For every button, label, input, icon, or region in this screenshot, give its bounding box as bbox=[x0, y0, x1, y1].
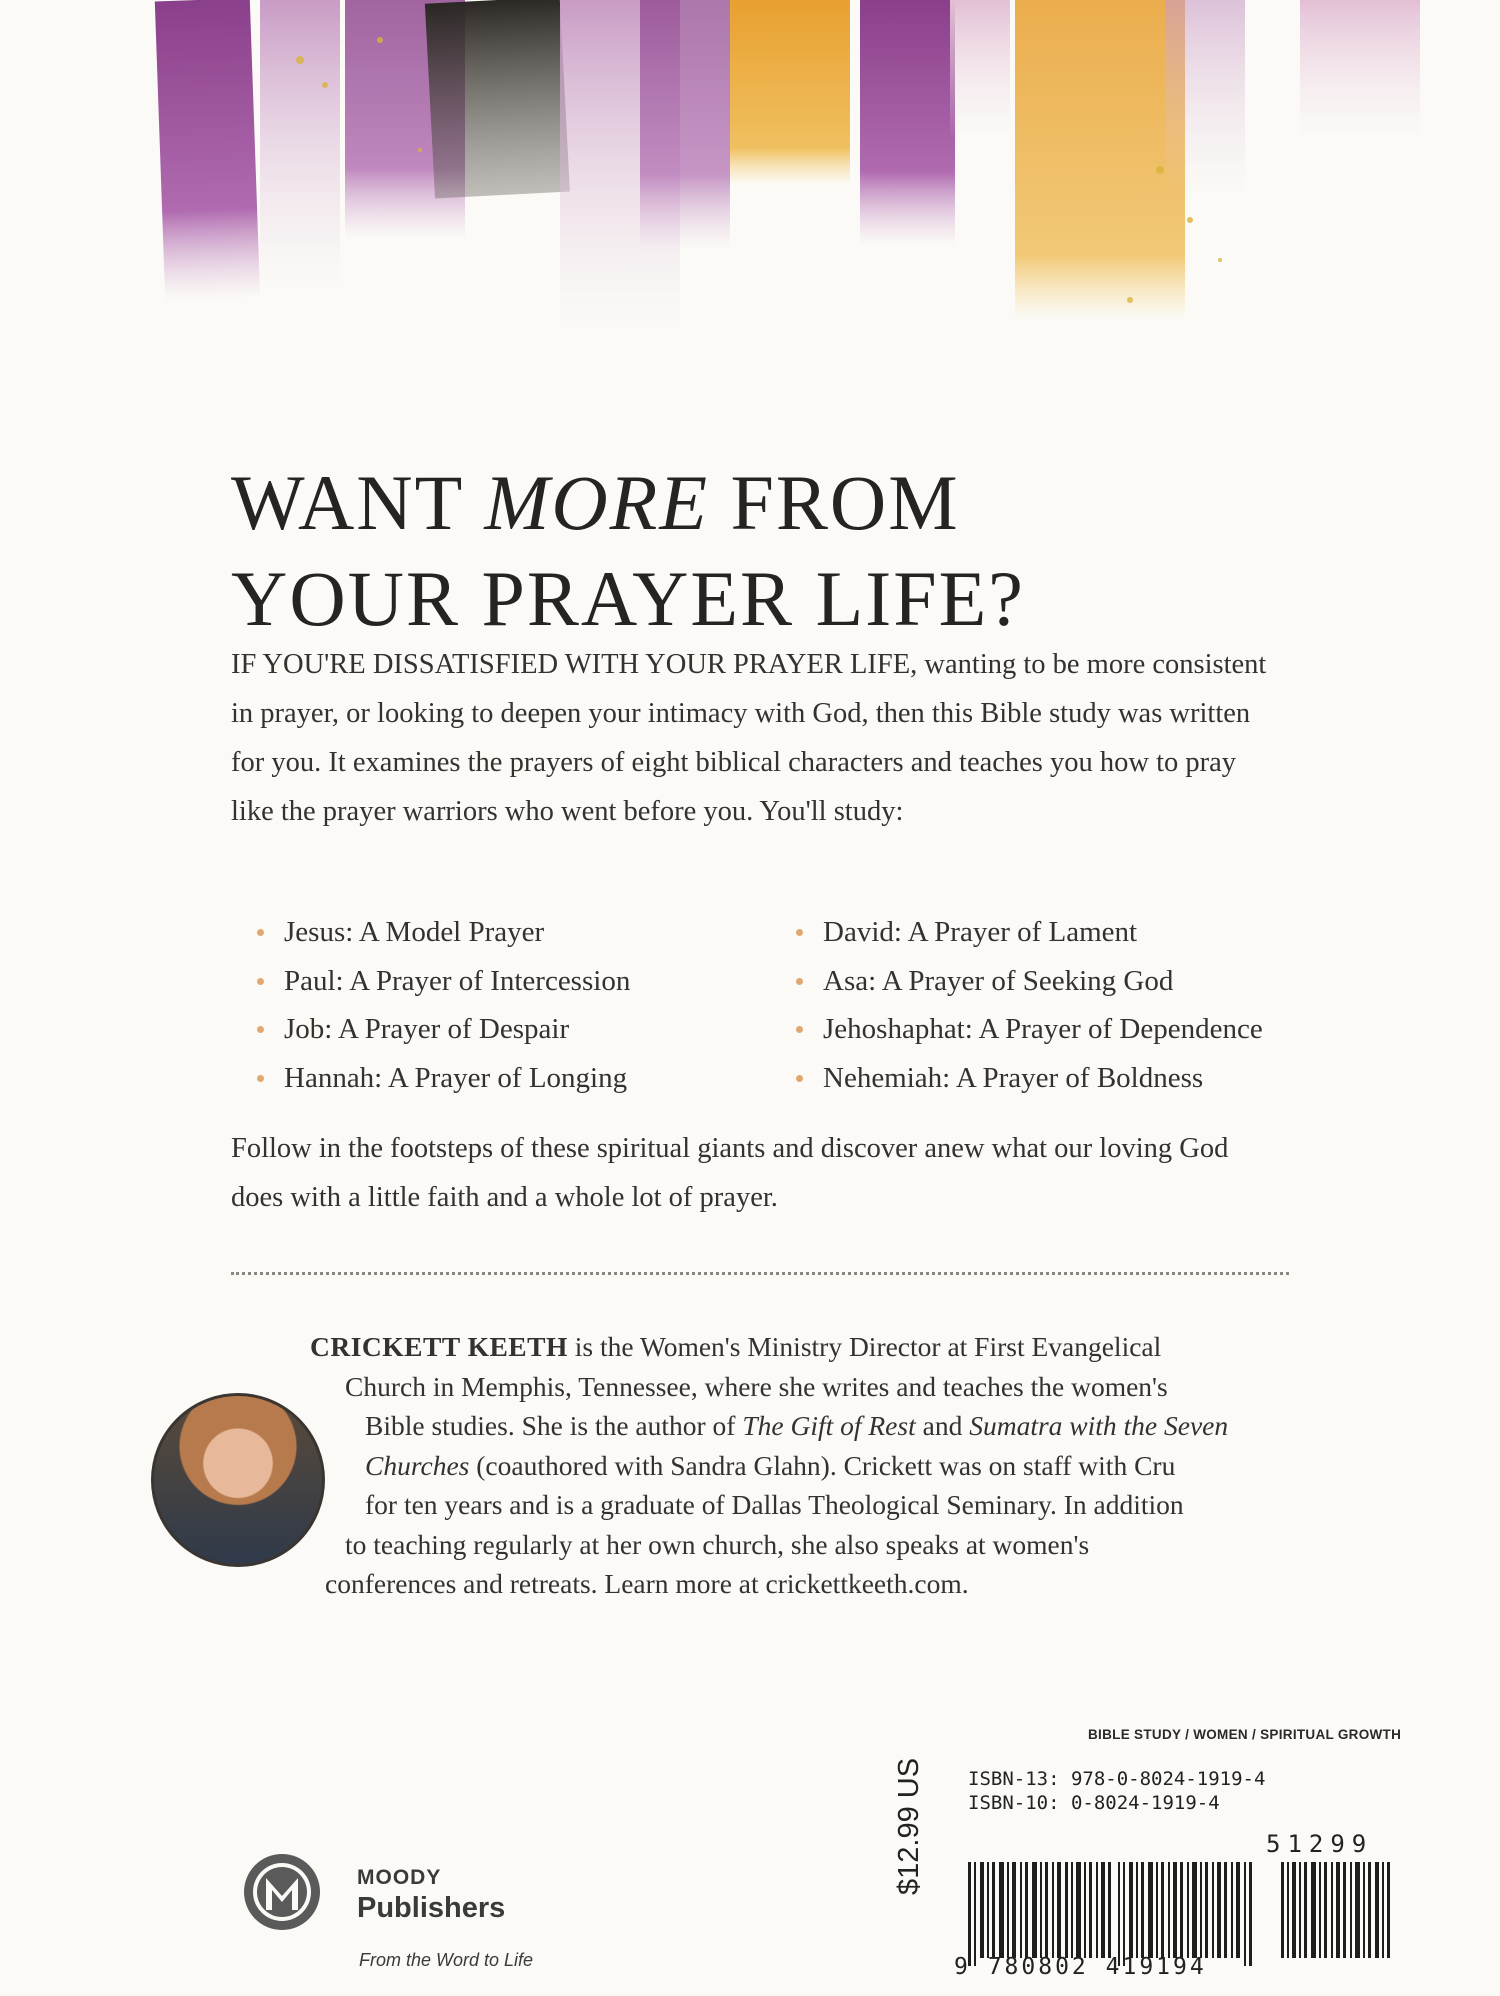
bullet-icon bbox=[796, 978, 803, 985]
author-bio bbox=[310, 1327, 1310, 1604]
publisher-logo bbox=[232, 1852, 582, 1962]
barcode-icon bbox=[968, 1862, 1418, 1966]
bio-line-4: (coauthored with Sandra Glahn). Crickett was on staff with Cru bbox=[469, 1449, 1176, 1481]
bio-line-3a: Bible studies. She is the author of bbox=[365, 1410, 743, 1441]
bullet-icon bbox=[257, 1075, 264, 1082]
isbn13-label: ISBN-13: 978-0-8024-1919-4 bbox=[968, 1768, 1266, 1790]
list-item-text: David: A Prayer of Lament bbox=[823, 916, 1138, 948]
bullet-icon bbox=[257, 1026, 264, 1033]
list-item-text: Jesus: A Model Prayer bbox=[284, 916, 545, 948]
bullet-icon bbox=[257, 978, 264, 985]
bio-line-6: to teaching regularly at her own church, she also speaks at women's bbox=[345, 1528, 1090, 1560]
category-label: BIBLE STUDY / WOMEN / SPIRITUAL GROWTH bbox=[1088, 1727, 1402, 1742]
publisher-tagline: From the Word to Life bbox=[359, 1950, 534, 1970]
watercolor-brush-strokes bbox=[0, 0, 1500, 420]
headline bbox=[231, 455, 1331, 647]
book-title-gift-of-rest: The Gift of Rest bbox=[742, 1410, 916, 1441]
bullet-icon bbox=[257, 929, 264, 936]
price-code: 51299 bbox=[1266, 1830, 1374, 1858]
bio-line-7: conferences and retreats. Learn more at crickettkeeth.com. bbox=[325, 1568, 969, 1599]
intro-paragraph bbox=[231, 640, 1281, 836]
list-item bbox=[796, 957, 1263, 1006]
headline-emphasis: MORE bbox=[484, 459, 709, 546]
list-item-text: Hannah: A Prayer of Longing bbox=[284, 1061, 628, 1094]
study-list-right bbox=[796, 908, 1263, 1102]
headline-line1-pre: WANT bbox=[231, 459, 485, 546]
bio-line-3b: and bbox=[915, 1410, 970, 1441]
bio-line-1: is the Women's Ministry Director at First Evangelical bbox=[567, 1331, 1162, 1362]
bio-line-2: Church in Memphis, Tennessee, where she writes and teaches the women's bbox=[345, 1370, 1168, 1402]
list-item-text: Asa: A Prayer of Seeking God bbox=[823, 964, 1174, 997]
dotted-divider bbox=[231, 1272, 1289, 1275]
list-item-text: Paul: A Prayer of Intercession bbox=[284, 964, 631, 997]
headline-line1-post: FROM bbox=[708, 459, 960, 546]
author-photo bbox=[151, 1393, 325, 1567]
bullet-icon bbox=[796, 929, 803, 936]
book-title-sumatra: Sumatra with the Seven bbox=[969, 1410, 1229, 1441]
list-item-text: Job: A Prayer of Despair bbox=[284, 1013, 570, 1045]
publisher-name-line2: Publishers bbox=[357, 1892, 506, 1924]
list-item bbox=[257, 1054, 630, 1103]
book-title-sumatra-cont: Churches bbox=[365, 1449, 470, 1481]
list-item-text: Jehoshaphat: A Prayer of Dependence bbox=[823, 1013, 1263, 1045]
publisher-name-line1: MOODY bbox=[357, 1866, 442, 1889]
isbn10-label: ISBN-10: 0-8024-1919-4 bbox=[968, 1792, 1220, 1814]
list-item bbox=[257, 908, 630, 957]
bullet-icon bbox=[796, 1026, 803, 1033]
price-label: $12.99 US bbox=[893, 1757, 925, 1895]
moody-m-icon bbox=[232, 1852, 342, 1962]
list-item bbox=[257, 1005, 630, 1054]
list-item bbox=[257, 957, 630, 1006]
study-list-left bbox=[257, 908, 630, 1102]
closing-paragraph: Follow in the footsteps of these spiritual giants and discover anew what our loving God does with a little faith and a whole lot of prayer. bbox=[231, 1133, 1229, 1213]
author-name: CRICKETT KEETH bbox=[310, 1331, 568, 1362]
barcode-number: 9 780802 419194 bbox=[954, 1954, 1207, 1980]
bullet-icon bbox=[796, 1075, 803, 1082]
list-item bbox=[796, 1005, 1263, 1054]
intro-body: wanting to be more consistent in prayer, or looking to deepen your intimacy with God, then this Bible study was written for you. It examines the prayers of eight biblical characters and teaches you how to pray like the prayer warriors who went before you. You'll study: bbox=[231, 649, 1267, 827]
list-item bbox=[796, 1054, 1263, 1103]
bio-line-5: for ten years and is a graduate of Dallas Theological Seminary. In addition bbox=[365, 1489, 1184, 1520]
barcode-block bbox=[914, 1766, 1434, 1986]
list-item-text: Nehemiah: A Prayer of Boldness bbox=[823, 1061, 1204, 1094]
intro-lead: IF YOU'RE DISSATISFIED WITH YOUR PRAYER LIFE, bbox=[231, 649, 918, 680]
headline-line2: YOUR PRAYER LIFE? bbox=[231, 555, 1025, 642]
list-item bbox=[796, 908, 1263, 957]
